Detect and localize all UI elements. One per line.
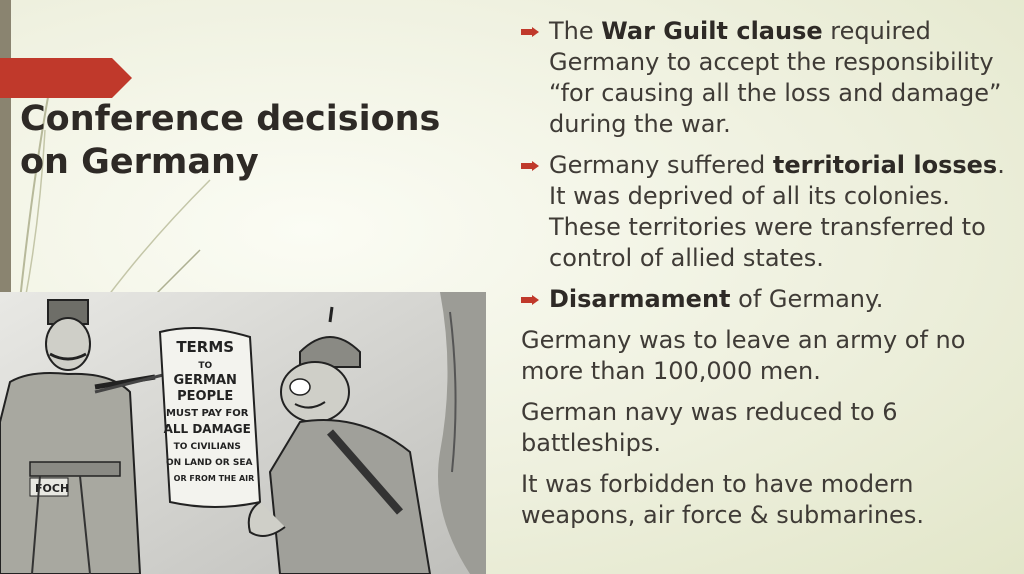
- paper-line: OR FROM THE AIR: [173, 474, 255, 483]
- paper-line: TO: [198, 361, 213, 371]
- paper-line: PEOPLE: [177, 389, 234, 404]
- body-paragraph: German navy was reduced to 6 battleships.: [521, 398, 898, 457]
- bullet-text-pre: Germany suffered: [549, 151, 773, 179]
- bullet-item: [521, 16, 1015, 140]
- bullet-text-bold: War Guilt clause: [601, 17, 823, 45]
- paper-line: TERMS: [176, 338, 235, 356]
- paper-line: ON LAND OR SEA: [165, 458, 253, 468]
- bullet-item: [521, 150, 1015, 274]
- political-cartoon: [0, 292, 486, 574]
- slide-title: Conference decisions on Germany: [20, 99, 441, 182]
- slide-content: [521, 16, 1015, 541]
- bullet-text-post: . It was deprived of all its colonies. These territories were transferred to control of allied states.: [549, 151, 1005, 272]
- paper-line: TO CIVILIANS: [173, 442, 241, 452]
- bullet-text-bold: Disarmament: [549, 285, 731, 313]
- arrow-bullet-icon: [521, 295, 539, 305]
- bullet-text-post: of Germany.: [730, 285, 884, 313]
- paper-line: GERMAN: [173, 373, 237, 388]
- bullet-item: [521, 284, 1015, 315]
- body-paragraph: Germany was to leave an army of no more than 100,000 men.: [521, 326, 966, 385]
- body-paragraph: It was forbidden to have modern weapons, air force & submarines.: [521, 470, 924, 529]
- paper-line: MUST PAY FOR: [165, 408, 249, 419]
- belt-label: FOCH: [35, 482, 70, 495]
- bullet-text-bold: territorial losses: [772, 151, 998, 179]
- bullet-text-post: required Germany to accept the responsibility “for causing all the loss and damage” during the war.: [549, 17, 1002, 138]
- title-arrow-accent: [0, 58, 132, 98]
- arrow-bullet-icon: [521, 161, 539, 171]
- terms-paper: [160, 328, 260, 507]
- paper-line: ALL DAMAGE: [163, 422, 251, 436]
- arrow-bullet-icon: [521, 27, 539, 37]
- bullet-text-pre: The: [549, 17, 602, 45]
